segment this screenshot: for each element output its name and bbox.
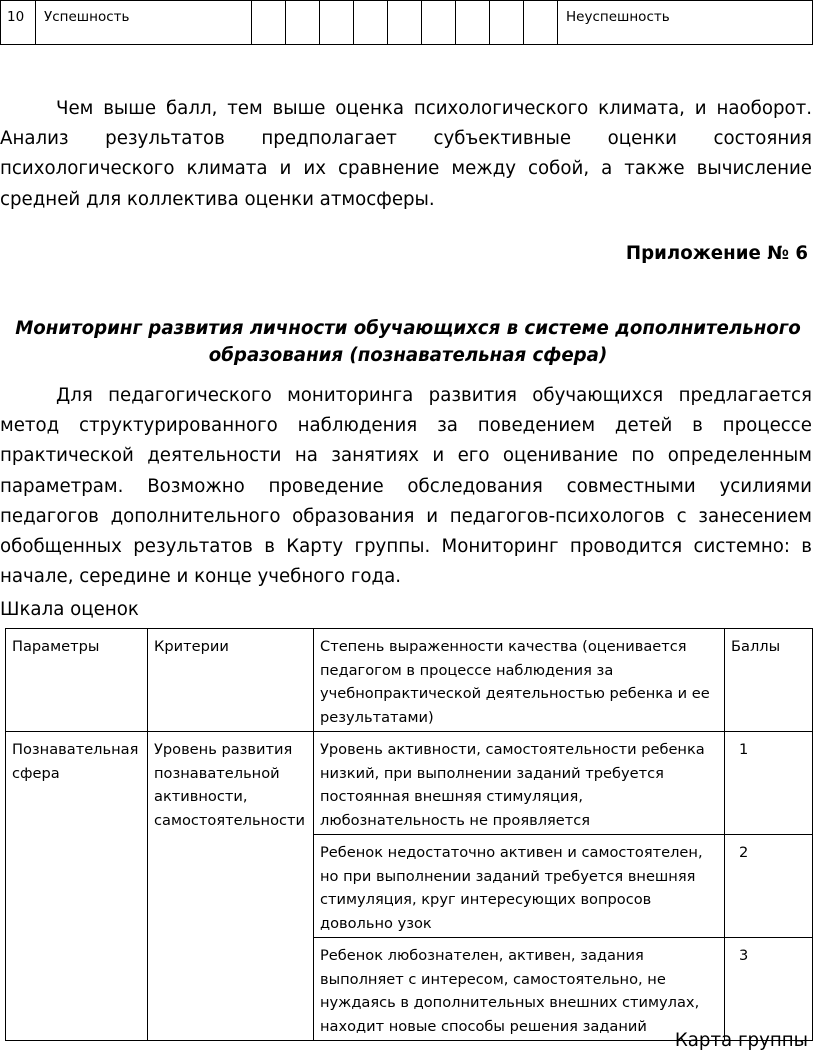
empty-cell — [354, 1, 388, 45]
empty-cell — [320, 1, 354, 45]
description-cell: Ребенок недостаточно активен и самостоятелен, но при выполнении заданий требуется внешняя стимуляция, круг интересующих вопросов довольно узок — [314, 835, 725, 938]
paragraph-climate-text: Чем выше балл, тем выше оценка психологического климата, и наоборот. Анализ результатов предполагает субъективные оценки состояния психологического климата и их сравнение между собой, а также вычисление средней для коллектива оценки атмосферы. — [0, 98, 812, 210]
description-cell: Уровень активности, самостоятельности ребенка низкий, при выполнении заданий требуется постоянная внешняя стимуляция, любознательность не проявляется — [314, 732, 725, 835]
group-card-title: Карта группы — [674, 1030, 808, 1051]
monitoring-title-line1: Мониторинг развития личности обучающихся в системе дополнительного — [15, 318, 801, 339]
success-label: Успешность — [36, 1, 252, 45]
header-points: Баллы — [725, 629, 813, 732]
score-cell: 2 — [725, 835, 813, 938]
top-table — [0, 0, 813, 45]
score-cell: 3 — [725, 938, 813, 1041]
header-params: Параметры — [6, 629, 148, 732]
monitoring-title-line2: образования (познавательная сфера) — [208, 345, 608, 366]
table-row — [6, 732, 813, 835]
paragraph-climate — [0, 94, 812, 215]
scale-header-row — [6, 629, 813, 732]
empty-cell — [422, 1, 456, 45]
header-degree: Степень выраженности качества (оценивается педагогом в процессе наблюдения за учебнопрактической деятельностью ребенка и ее результатами) — [314, 629, 725, 732]
top-table-row — [1, 1, 813, 45]
paragraph-monitoring-text: Для педагогического мониторинга развития обучающихся предлагается метод структурированного наблюдения за поведением детей в процессе практической деятельности на занятиях и его оценивание по определенным параметрам. Возможно проведение обследования совместными усилиями педагогов дополнительного образования и педагогов-психологов с занесением обобщенных результатов в Карту группы. Мониторинг проводится системно: в начале, середине и конце учебного года. — [0, 385, 812, 588]
monitoring-title — [0, 315, 816, 369]
scale-title: Шкала оценок — [0, 599, 139, 620]
row-number: 10 — [1, 1, 36, 45]
empty-cell — [286, 1, 320, 45]
paragraph-monitoring — [0, 381, 812, 592]
empty-cell — [524, 1, 558, 45]
header-criteria: Критерии — [148, 629, 314, 732]
empty-cell — [490, 1, 524, 45]
score-cell: 1 — [725, 732, 813, 835]
scale-table — [5, 628, 813, 1041]
empty-cell — [456, 1, 490, 45]
fail-label: Неуспешность — [558, 1, 813, 45]
appendix-heading: Приложение № 6 — [625, 243, 808, 264]
description-cell: Ребенок любознателен, активен, задания выполняет с интересом, самостоятельно, не нуждаясь в дополнительных внешних стимулах, находит новые способы решения заданий — [314, 938, 725, 1041]
param-cell: Познавательная сфера — [6, 732, 148, 1041]
empty-cell — [388, 1, 422, 45]
empty-cell — [252, 1, 286, 45]
criterion-cell: Уровень развития познавательной активности, самостоятельности — [148, 732, 314, 1041]
